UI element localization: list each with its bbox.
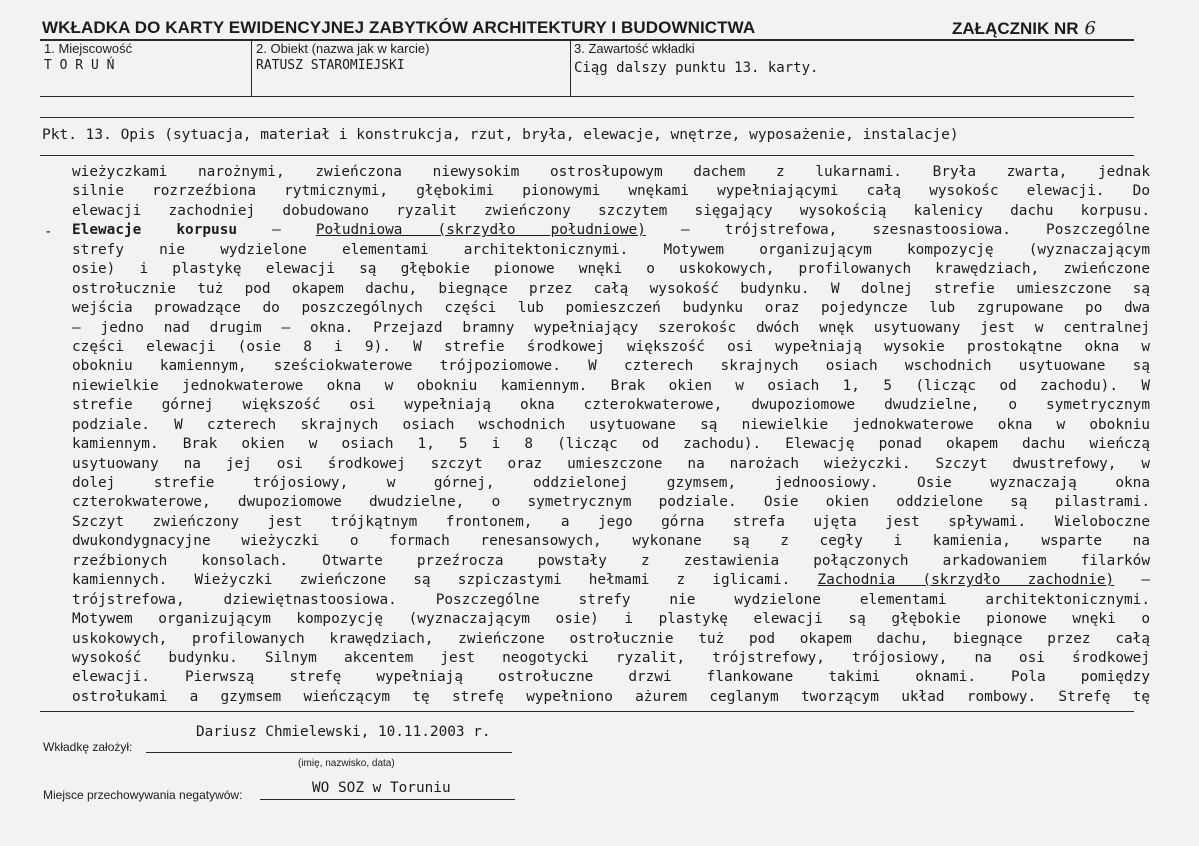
body-line: Szczyt zwieńczony jest trójkątnym frontonem, a jego górna strefa ujęta jest spływami. Wieloboczne	[72, 513, 1150, 530]
body-line	[72, 571, 1150, 590]
south-elevation-heading: Południowa (skrzydło południowe)	[315, 222, 646, 239]
body-line: wieżyczkami narożnymi, zwieńczona niewysokim ostrosłupowym dachem z lukarnami. Bryła zwarta, jednak	[72, 164, 1150, 180]
attachment-label	[952, 18, 1096, 39]
body-line: niewielkie jednokwaterowe okna w obokniu kamiennym. Brak okien w osiach 1, 5 (licząc od zachodu). W	[72, 377, 1150, 394]
list-bullet-dash: -	[44, 224, 53, 240]
body-line: strefy nie wydzielone elementami architektonicznymi. Motywem organizującym kompozycję (wyznaczającym	[72, 241, 1150, 258]
author-signature-line	[146, 752, 512, 753]
body-line: osie) i plastykę elewacji są głębokie pionowe wnęki o uskokowych, profilowanych krawędziach, zwieńczone	[72, 261, 1150, 278]
body-line: części elewacji (osie 8 i 9). W strefie środkowej większość osi wypełniają wysokie prostokątne okna w	[72, 338, 1150, 355]
body-line: dolej strefie trójosiowy, w górnej, oddzielonej gzymsem, jednoosiowy. Osie wyznaczają okna	[72, 475, 1150, 491]
body-line: czterokwaterowe, dwupoziomowe dwudzielne, o symetrycznym podziale. Osie okien oddzielone są pilastrami.	[72, 494, 1150, 511]
document-title: WKŁADKA DO KARTY EWIDENCYJNEJ ZABYTKÓW ARCHITEKTURY I BUDOWNICTWA	[42, 18, 756, 37]
body-line: ostrołukami a gzymsem wieńczącym tę strefę wypełniono ażurem ceglanym tworzącym układ rombowy. Strefę tę	[72, 688, 1150, 705]
header-bottom-rule	[40, 96, 1134, 97]
body-line: obokniu kamiennym, sześciokwaterowe trójpoziomowe. W czterech skrajnych osiach wschodnich usytuowane są	[72, 358, 1150, 375]
field-content-label: 3. Zawartość wkładki	[574, 41, 695, 56]
header-divider-1	[251, 40, 252, 96]
description-body	[72, 163, 1150, 707]
section-bottom-rule	[40, 155, 1134, 156]
west-elevation-heading: Zachodnia (skrzydło zachodnie)	[817, 572, 1115, 589]
elevations-separator: –	[237, 222, 316, 239]
body-line: podziale. W czterech skrajnych osiach wschodnich usytuowane są niewielkie jednokwaterowe okna w obokniu	[72, 416, 1150, 433]
author-caption: (imię, nazwisko, data)	[298, 758, 395, 769]
field-object-label: 2. Obiekt (nazwa jak w karcie)	[256, 41, 430, 56]
body-line: elewacji zachodniej dobudowano ryzalit zwieńczony szczytem sięgający wysokością kalenicy dachu korpusu.	[72, 202, 1150, 219]
body-line: uskokowych, profilowanych krawędziach, zwieńczone ostrołucznie tuż pod okapem dachu, biegnące przez całą	[72, 630, 1150, 647]
attachment-label-text: ZAŁĄCZNIK NR	[952, 19, 1079, 38]
storage-label: Miejsce przechowywania negatywów:	[43, 788, 243, 802]
section-heading: Pkt. 13. Opis (sytuacja, materiał i konstrukcja, rzut, bryła, elewacje, wnętrze, wyposażenie, instalacje)	[42, 127, 959, 143]
body-line: trójstrefowa, dziewiętnastoosiowa. Poszczególne strefy nie wydzielone elementami architektonicznymi.	[72, 591, 1150, 608]
body-line: elewacji. Pierwszą strefę wypełniają ostrołuczne drzwi flankowane takimi oknami. Pola pomiędzy	[72, 669, 1150, 686]
section-top-rule	[40, 117, 1134, 118]
body-line: rzeźbionych konsolach. Otwarte przeźrocza powstały z zestawienia połączonych arkadowaniem filarków	[72, 552, 1150, 569]
header-divider-2	[570, 40, 571, 96]
storage-line	[260, 799, 515, 800]
field-locality-value: T O R U Ń	[44, 58, 115, 73]
body-line: strefie górnej większość osi wypełniają okna czterokwaterowe, dwupoziomowe dwudzielne, o symetrycznym	[72, 397, 1150, 414]
body-line: usytuowany na jej osi środkowej szczyt oraz umieszczone na narożach wieżyczki. Szczyt dwustrefowy, w	[72, 455, 1150, 472]
body-line: wysokość budynku. Silnym akcentem jest neogotycki ryzalit, trójstrefowy, trójosiowy, na osi środkowej	[72, 649, 1150, 666]
elevations-heading: Elewacje korpusu	[72, 222, 238, 239]
author-value: Dariusz Chmielewski, 10.11.2003 r.	[196, 724, 491, 740]
body-line: silnie rozrzeźbiona rytmicznymi, głębokimi pionowymi wnękami wypełniającymi całą wysokośc elewacji. Do	[72, 183, 1150, 200]
body-line: dwukondygnacyjne wieżyczki o formach renesansowych, wykonane są z cegły i kamienia, wsparte na	[72, 533, 1150, 550]
body-line: Motywem organizującym kompozycję (wyznaczającym osie) i plastykę elewacji są głębokie pionowe wnęki o	[72, 611, 1150, 628]
body-line	[72, 221, 1150, 240]
field-content-value: Ciąg dalszy punktu 13. karty.	[574, 60, 819, 76]
west-intro-text: kamiennych. Wieżyczki zwieńczone są szpiczastymi hełmami z iglicami.	[72, 572, 791, 589]
author-label: Wkładkę założył:	[43, 740, 133, 754]
west-elevation-dash: –	[1114, 572, 1150, 589]
field-locality-label: 1. Miejscowość	[44, 41, 133, 56]
body-bottom-rule	[40, 711, 1134, 712]
field-object-value: RATUSZ STAROMIEJSKI	[256, 58, 405, 73]
body-line: – jedno nad drugim – okna. Przejazd bramny wypełniający szerokośc dwóch wnęk usytuowany jest w centralnej	[72, 319, 1150, 336]
attachment-number: 6	[1084, 18, 1096, 39]
body-line: ostrołucznie tuż pod okapem dachu, biegnące przez całą wysokość budynku. W dolnej strefie umieszczone są	[72, 280, 1150, 297]
body-line: wejścia prowadzące do poszczególnych części lub pomieszczeń budynku oraz pojedyncze lub zgrupowane po dwa	[72, 300, 1150, 317]
storage-value: WO SOZ w Toruniu	[312, 780, 451, 796]
body-line: kamiennym. Brak okien w osiach 1, 5 i 8 (licząc od zachodu). Elewację ponad okapem dachu wieńczą	[72, 436, 1150, 453]
south-elevation-text: – trójstrefowa, szesnastoosiowa. Poszczególne	[645, 222, 1151, 239]
